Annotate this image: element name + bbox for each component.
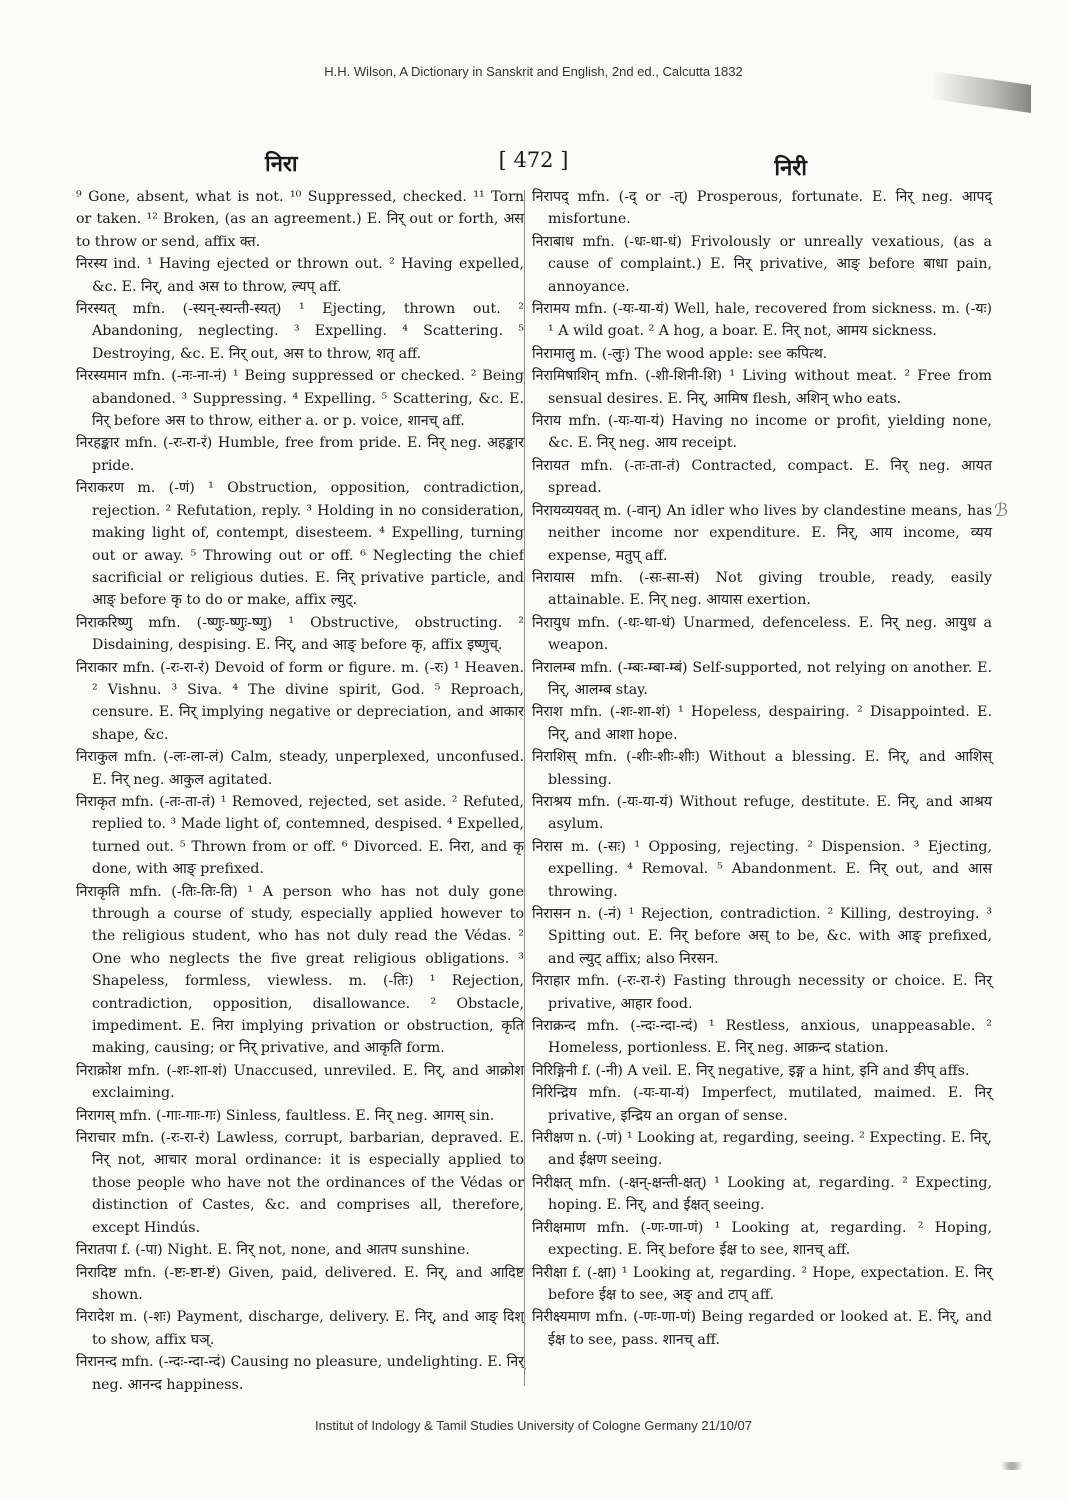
dictionary-entry: ⁹ Gone, absent, what is not. ¹⁰ Suppressed, checked. ¹¹ Torn or taken. ¹² Broken, (as an agreement.) E. निर् out or forth, अस to throw or send, affix क्त. [76, 189, 524, 250]
dictionary-entry: निरानन्द mfn. (-न्दः-न्दा-न्दं) Causing no pleasure, undelighting. E. निर् neg. आनन्द happiness. [76, 1354, 524, 1393]
dictionary-entry: निराश mfn. (-शः-शा-शं) ¹ Hopeless, despairing. ² Disappointed. E. निर्, and आशा hope. [532, 704, 992, 743]
page-number: [ 472 ] [498, 148, 569, 172]
footer-caption: Institut of Indology & Tamil Studies University of Cologne Germany 21/10/07 [315, 1418, 752, 1433]
dictionary-entry: निरीक्षण n. (-णं) ¹ Looking at, regarding, seeing. ² Expecting. E. निर्, and ईक्षण seeing. [532, 1130, 992, 1169]
dictionary-entry: निरीक्षा f. (-क्षा) ¹ Looking at, regarding. ² Hope, expectation. E. निर् before ईक्ष to see, अङ् and टाप् aff. [532, 1264, 992, 1303]
source-caption: H.H. Wilson, A Dictionary in Sanskrit and English, 2nd ed., Calcutta 1832 [324, 64, 743, 79]
dictionary-entry: निरस्यमान mfn. (-नः-ना-नं) ¹ Being suppressed or checked. ² Being abandoned. ³ Suppressing. ⁴ Expelling. ⁵ Scattering, &c. E. निर् before अस to throw, either a. or p. voice, शानच् aff. [76, 368, 524, 430]
dictionary-entry: निरास m. (-सः) ¹ Opposing, rejecting. ² Dispension. ³ Ejecting, expelling. ⁴ Removal. ⁵ Abandonment. E. निर् out, and आस throwing. [532, 838, 992, 900]
dictionary-entry: निरस्य ind. ¹ Having ejected or thrown out. ² Having expelled, &c. E. निर्, and अस to throw, ल्यप् aff. [76, 256, 524, 295]
dictionary-entry: निरीक्ष्यमाण mfn. (-णः-णा-णं) Being regarded or looked at. E. निर्, and ईक्ष to see, pass. शानच् aff. [532, 1309, 992, 1348]
dictionary-entry: निरादिष्ट mfn. (-ष्टः-ष्टा-ष्टं) Given, paid, delivered. E. निर्, and आदिष्ट shown. [76, 1264, 524, 1303]
dictionary-entry: निराबाध mfn. (-धः-धा-धं) Frivolously or unreally vexatious, (as a cause of complaint.) E. निर् privative, आङ् before बाधा pain, annoyance. [532, 233, 992, 295]
dictionary-entry: निराकरिष्णु mfn. (-ष्णुः-ष्णुः-ष्णु) ¹ Obstructive, obstructing. ² Disdaining, despising. E. निर्, and आङ् before कृ, affix इष्णुच्. [76, 614, 524, 654]
dictionary-entry: निरायास mfn. (-सः-सा-सं) Not giving trouble, ready, easily attainable. E. निर् neg. आयास exertion. [532, 569, 992, 609]
dictionary-entry: निरिङ्गिनी f. (-नी) A veil. E. निर् negative, इङ्ग a hint, इनि and ङीप् affs. [532, 1062, 970, 1079]
dictionary-entry: निरापद् mfn. (-द् or -त्) Prosperous, fortunate. E. निर् neg. आपद् misfortune. [532, 189, 992, 228]
right-column [532, 186, 992, 1351]
dictionary-entry: निरामालु m. (-लुः) The wood apple: see कपित्थ. [532, 345, 828, 362]
dictionary-entry: निरस्यत् mfn. (-स्यन्-स्यन्ती-स्यत्) ¹ Ejecting, thrown out. ² Abandoning, neglecting. ³ Expelling. ⁴ Scattering. ⁵ Destroying, &c. E. निर् out, अस to throw, शतृ aff. [76, 301, 524, 362]
dictionary-entry: निरिन्द्रिय mfn. (-यः-या-यं) Imperfect, mutilated, maimed. E. निर् privative, इन्द्रिय an organ of sense. [532, 1085, 992, 1124]
dictionary-entry: निरामिषाशिन् mfn. (-शी-शिनी-शि) ¹ Living without meat. ² Free from sensual desires. E. निर्, आमिष flesh, अशिन् who eats. [532, 368, 992, 407]
page-header [70, 146, 997, 180]
dictionary-entry: निरागस् mfn. (-गाः-गाः-गः) Sinless, faultless. E. निर् neg. आगस् sin. [76, 1107, 495, 1124]
dictionary-entry: निरालम्ब mfn. (-म्बः-म्बा-म्बं) Self-supported, not relying on another. E. निर्, आलम्ब stay. [532, 659, 992, 698]
dictionary-entry: निरायत mfn. (-तः-ता-तं) Contracted, compact. E. निर् neg. आयत spread. [532, 457, 992, 497]
left-column [76, 186, 524, 1396]
dictionary-entry: निरासन n. (-नं) ¹ Rejection, contradiction. ² Killing, destroying. ³ Spitting out. E. निर् before अस् to be, &c. with आङ् prefixed, and ल्युट् affix; also निरसन. [532, 906, 992, 967]
dictionary-entry: निरहङ्कार mfn. (-रः-रा-रं) Humble, free from pride. E. निर् neg. अहङ्कार pride. [76, 435, 524, 474]
dictionary-entry: निराक्रोश mfn. (-शः-शा-शं) Unaccused, unreviled. E. निर्, and आक्रोश exclaiming. [76, 1062, 524, 1102]
dictionary-entry: निराश्रय mfn. (-यः-या-यं) Without refuge, destitute. E. निर्, and आश्रय asylum. [532, 793, 992, 833]
scan-speckle [997, 1462, 1027, 1470]
header-right-word: निरी [774, 155, 807, 181]
dictionary-entry: निराचार mfn. (-रः-रा-रं) Lawless, corrupt, barbarian, depraved. E. निर् not, आचार moral ordinance: it is especially applied to those people who have not the ordinances of the Védas or distinction of Castes, &c. and comprises all, therefore, except Hindús. [76, 1130, 524, 1236]
dictionary-entry: निराय mfn. (-यः-या-यं) Having no income or profit, yielding none, &c. E. निर् neg. आय receipt. [532, 413, 992, 452]
column-divider [524, 190, 525, 1386]
dictionary-entry: निराक्रन्द mfn. (-न्दः-न्दा-न्दं) ¹ Restless, anxious, unappeasable. ² Homeless, portionless. E. निर् neg. आक्रन्द station. [532, 1018, 992, 1057]
dictionary-entry: निराकुल mfn. (-लः-ला-लं) Calm, steady, unperplexed, unconfused. E. निर् neg. आकुल agitated. [76, 749, 524, 788]
dictionary-entry: निरायव्ययवत् m. (-वान्) An idler who lives by clandestine means, has neither income nor expenditure. E. निर्, आय income, व्यय expense, मतुप् aff. [532, 502, 992, 564]
dictionary-entry: निराकृति mfn. (-तिः-तिः-ति) ¹ A person who has not duly gone through a course of study, especially applied however to the religious student, who has not duly read the Védas. ² One who neglects the five great religious obligations. ³ Shapeless, formless, viewless. m. (-तिः) ¹ Rejection, contradiction, opposition, disallowance. ² Obstacle, impediment. E. निरा implying privation or obstruction, कृति making, causing; or निर् privative, and आकृति form. [76, 883, 524, 1057]
dictionary-entry: निरामय mfn. (-यः-या-यं) Well, hale, recovered from sickness. m. (-यः) ¹ A wild goat. ² A hog, a boar. E. निर् not, आमय sickness. [532, 301, 992, 340]
header-left-word: निरा [265, 151, 298, 177]
dictionary-entry: निरीक्षमाण mfn. (-णः-णा-णं) ¹ Looking at, regarding. ² Hoping, expecting. E. निर् before ईक्ष to see, शानच् aff. [532, 1219, 992, 1259]
dictionary-entry: निराशिस् mfn. (-शीः-शीः-शीः) Without a blessing. E. निर्, and आशिस् blessing. [532, 749, 992, 788]
dictionary-entry: निराकार mfn. (-रः-रा-रं) Devoid of form or figure. m. (-रः) ¹ Heaven. ² Vishnu. ³ Siva. ⁴ The divine spirit, God. ⁵ Reproach, censure. E. निर् implying negative or depreciation, and आकार shape, &c. [76, 659, 524, 743]
dictionary-entry: निराहार mfn. (-रः-रा-रं) Fasting through necessity or choice. E. निर् privative, आहार food. [532, 973, 992, 1012]
dictionary-entry: निरातपा f. (-पा) Night. E. निर् not, none, and आतप sunshine. [76, 1242, 470, 1259]
dictionary-entry: निराकरण m. (-णं) ¹ Obstruction, opposition, contradiction, rejection. ² Refutation, reply. ³ Holding in no consideration, making light of, contempt, disesteem. ⁴ Expelling, turning out or away. ⁵ Throwing out or off. ⁶ Neglecting the chief sacrificial or religious duties. E. निर् privative particle, and आङ् before कृ to do or make, affix ल्युट्. [76, 480, 524, 609]
dictionary-entry: निराकृत mfn. (-तः-ता-तं) ¹ Removed, rejected, set aside. ² Refuted, replied to. ³ Made light of, contemned, despised. ⁴ Expelled, turned out. ⁵ Thrown from or off. ⁶ Divorced. E. निरा, and कृ done, with आङ् prefixed. [76, 793, 524, 878]
margin-annotation: ℬ [994, 500, 1009, 521]
dictionary-entry: निरायुध mfn. (-धः-धा-धं) Unarmed, defenceless. E. निर् neg. आयुध a weapon. [532, 614, 992, 654]
dictionary-entry: निरादेश m. (-शः) Payment, discharge, delivery. E. निर्, and आङ् दिश् to show, affix घञ्. [76, 1309, 524, 1348]
dictionary-entry: निरीक्षत् mfn. (-क्षन्-क्षन्ती-क्षत्) ¹ Looking at, regarding. ² Expecting, hoping. E. निर्, and ईक्षत् seeing. [532, 1174, 992, 1214]
